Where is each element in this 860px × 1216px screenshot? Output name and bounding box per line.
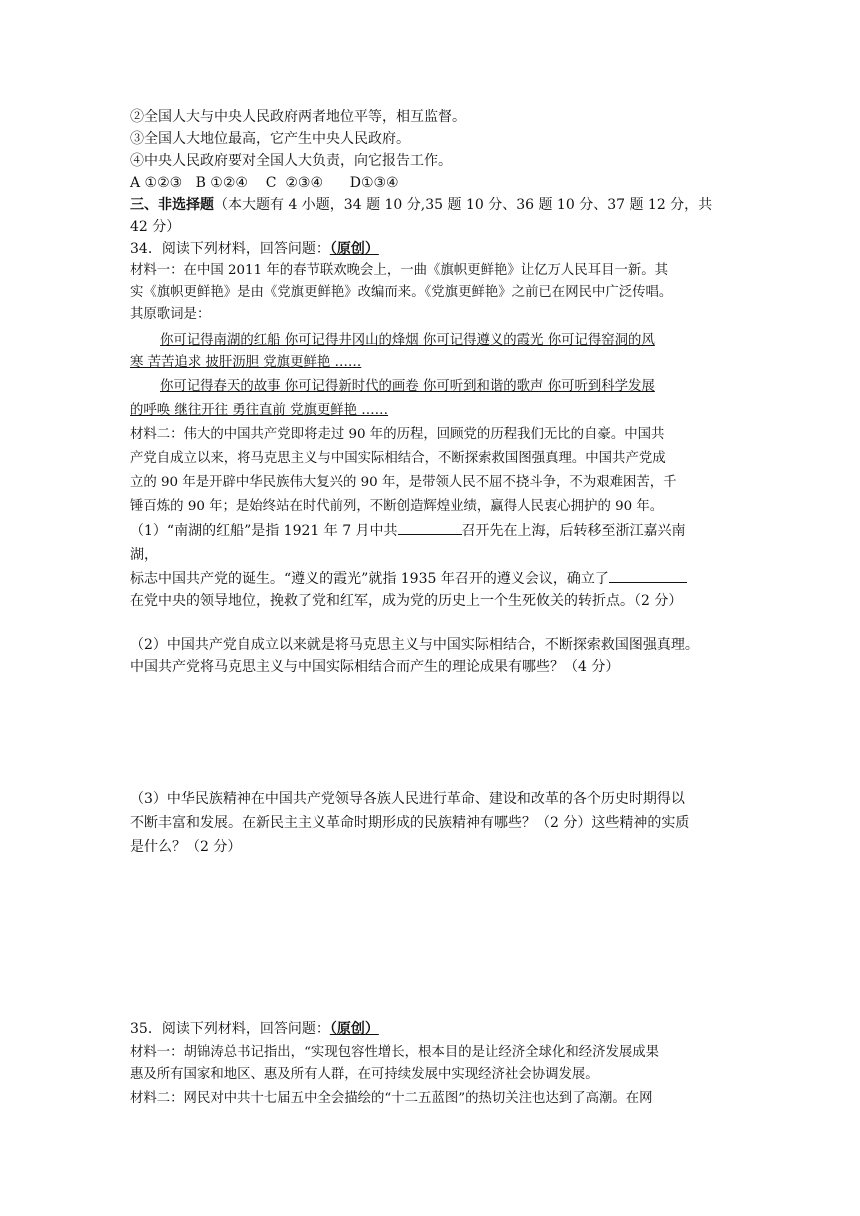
q34-lyric-line2: 寒 苦苦追求 披肝沥胆 党旗更鲜艳 …… [130,355,362,370]
section3-desc-2: 42 分） [130,219,181,235]
choice-item-4: ④中央人民政府要对全国人大负责，向它报告工作。 [130,153,452,169]
q35-material1-line1: 材料一：胡锦涛总书记指出，“实现包容性增长，根本目的是让经济全球化和经济发展成果 [130,1045,660,1060]
q34-prompt-line [130,238,379,260]
q35-prompt: 35．阅读下列材料，回答问题： [130,1021,330,1037]
q34-lyric-line3: 你可记得春天的故事 你可记得新时代的画卷 你可听到和谐的歌声 你可听到科学发展 [160,379,655,394]
q34-material2-line4: 锤百炼的 90 年；是始终站在时代前列，不断创造辉煌业绩，赢得人民衷心拥护的 90 年。 [130,499,664,514]
answer-space-q34-2[interactable] [130,680,730,776]
q35-material1-line2: 惠及所有国家和地区、惠及所有人群，在可持续发展中实现经济社会协调发展。 [130,1067,599,1082]
q34-material2-line1: 材料二：伟大的中国共产党即将走过 90 年的历程，回顾党的历程我们无比的自豪。中国共 [130,427,665,442]
choice-item-3: ③全国人大地位最高，它产生中央人民政府。 [130,131,410,147]
q34-sub1-c: 湖， [130,547,158,563]
q34-sub1-d: 标志中国共产党的诞生。“遵义的霞光”就指 1935 年召开的遵义会议，确立了 [130,571,609,587]
q34-material2-line3: 立的 90 年是开辟中华民族伟大复兴的 90 年，是带领人民不屈不挠斗争，不为艰难困苦，千 [130,475,677,490]
q34-sub2-line2: 中国共产党将马克思主义与中国实际相结合而产生的理论成果有哪些？（4 分） [130,659,620,675]
q34-sub3-line2: 不断丰富和发展。在新民主主义革命时期形成的民族精神有哪些？（2 分）这些精神的实质 [130,815,690,831]
section3-heading-line [130,194,712,216]
q34-sub2-line1: （2）中国共产党自成立以来就是将马克思主义与中国实际相结合，不断探索救国图强真理。 [130,637,699,653]
q34-sub1-line3 [130,568,687,590]
q34-lyric-line4: 的呼唤 继往开往 勇往直前 党旗更鲜艳 …… [130,403,389,418]
answer-blank-1[interactable] [398,520,462,535]
section3-desc: （本大题有 4 小题，34 题 10 分,35 题 10 分、36 题 10 分、37 题 12 分，共 [214,197,713,213]
q34-sub1-a: （1）“南湖的红船”是指 1921 年 7 月中共 [130,523,398,539]
q34-original-tag: （原创） [329,241,379,257]
answer-options: A ①②③ B ①②④ C ②③④ D①③④ [130,175,399,191]
q34-prompt: 34．阅读下列材料，回答问题： [130,241,330,257]
q35-prompt-line [130,1018,379,1040]
q34-lyric-line1: 你可记得南湖的红船 你可记得井冈山的烽烟 你可记得遵义的霞光 你可记得窑洞的风 [160,333,655,348]
q34-sub1-line1 [130,520,686,542]
section3-heading: 三、非选择题 [130,197,214,213]
answer-space-q34-3[interactable] [130,862,730,1012]
q34-material1-line2: 实《旗帜更鲜艳》是由《党旗更鲜艳》改编而来。《党旗更鲜艳》之前已在网民中广泛传唱。 [130,285,673,300]
q35-original-tag: （原创） [329,1021,379,1037]
q34-sub1-e: 在党中央的领导地位，挽救了党和红军，成为党的历史上一个生死攸关的转折点。（2 分） [130,593,683,609]
q34-material2-line2: 产党自成立以来，将马克思主义与中国实际相结合，不断探索救国图强真理。中国共产党成 [130,451,666,466]
answer-blank-2[interactable] [609,568,687,583]
q34-sub3-line1: （3）中华民族精神在中国共产党领导各族人民进行革命、建设和改革的各个历史时期得以 [130,791,685,807]
choice-item-2: ②全国人大与中央人民政府两者地位平等，相互监督。 [130,109,466,125]
q34-sub1-b: 召开先在上海，后转移至浙江嘉兴南 [461,523,686,539]
q34-material1-line3: 其原歌词是： [130,307,211,322]
q34-material1-line1: 材料一：在中国 2011 年的春节联欢晚会上，一曲《旗帜更鲜艳》让亿万人民耳目一新。其 [130,263,669,278]
q35-material2-line1: 材料二：网民对中共十七届五中全会描绘的“十二五蓝图”的热切关注也达到了高潮。在网 [130,1091,653,1106]
q34-sub3-line3: 是什么？（2 分） [130,839,242,855]
